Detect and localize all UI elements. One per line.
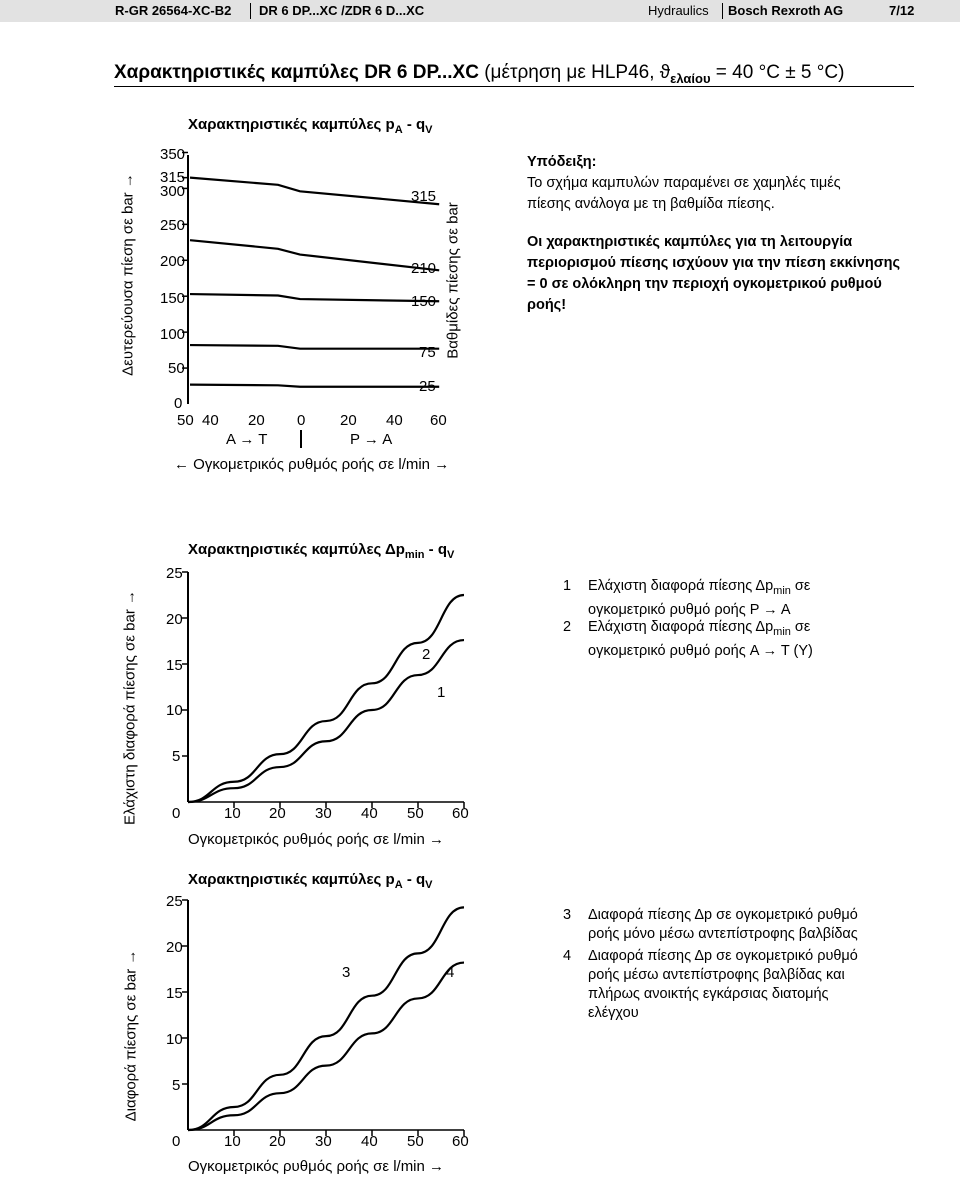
chart1-curve-label: 210 <box>411 260 437 277</box>
chart2-ytick: 5 <box>172 748 181 765</box>
note-line: πίεσης ανάλογα με τη βαθμίδα πίεσης. <box>527 196 775 212</box>
chart3-ytick: 15 <box>166 985 183 1002</box>
chart1-ytick: 100 <box>160 326 186 343</box>
legend-text <box>588 947 898 1023</box>
chart3-title-mid: - q <box>402 871 426 888</box>
chart1-xtick: 60 <box>430 412 447 429</box>
legend-line: πλήρως ανοικτής εγκάρσιας διατομής <box>588 986 829 1002</box>
chart1-ytick: 315 <box>160 169 186 186</box>
chart1-ytick: 0 <box>174 395 183 412</box>
legend-text-b: σε <box>790 619 811 635</box>
legend-line: ελέγχου <box>588 1005 639 1021</box>
chart3-x-axis-label: Ογκομετρικός ρυθμός ροής σε l/min → <box>188 1158 445 1175</box>
chart3-xtick: 50 <box>407 1133 424 1150</box>
chart1-title-sub2: V <box>425 124 433 136</box>
chart2-ytick: 25 <box>166 565 183 582</box>
note-bold-line: περιορισμού πίεσης ισχύουν για την πίεση εκκίνησης <box>527 255 901 271</box>
legend-text <box>588 906 898 944</box>
chart1-xtick: 50 <box>177 412 194 429</box>
legend-number: 4 <box>563 948 572 964</box>
chart3-ytick: 0 <box>172 1133 181 1150</box>
chart2-title-sub1: min <box>404 549 425 561</box>
chart2-xtick: 60 <box>452 805 469 822</box>
doc-code: R-GR 26564-XC-B2 <box>115 3 232 18</box>
chart3-xtick: 40 <box>361 1133 378 1150</box>
chart1-title-mid: - q <box>402 116 426 133</box>
chart1-y-axis-label: Δευτερεύουσα πίεση σε bar → <box>119 173 137 376</box>
chart1-ytick: 150 <box>160 290 186 307</box>
chart1-right-axis-label: Βαθμίδες πίεσης σε bar <box>444 202 462 359</box>
chart2-xtick: 40 <box>361 805 378 822</box>
chart1-title-sub1: A <box>394 124 403 136</box>
chart3-ytick: 10 <box>166 1031 183 1048</box>
legend-line: ροής μέσω αντεπίστροφης βαλβίδας και <box>588 967 845 983</box>
legend-number: 2 <box>563 619 572 635</box>
legend-text-b: σε <box>790 578 811 594</box>
chart2-curve-label: 2 <box>422 646 431 663</box>
chart3-title-sub2: V <box>425 879 433 891</box>
chart1-xtick: 0 <box>297 412 306 429</box>
chart3-ytick: 25 <box>166 893 183 910</box>
chart2-xtick: 20 <box>269 805 286 822</box>
chart3-curve-3 <box>188 907 464 1130</box>
chart1-xtick: 40 <box>202 412 219 429</box>
chart3-y-axis-label: Διαφορά πίεσης σε bar → <box>122 949 140 1122</box>
title-end: = 40 °C ± 5 °C) <box>710 62 845 83</box>
chart2-ytick: 0 <box>172 805 181 822</box>
chart2-xtick: 10 <box>224 805 241 822</box>
chart1-ytick: 200 <box>160 253 186 270</box>
legend-number: 3 <box>563 907 572 923</box>
chart2-x-axis-label: Ογκομετρικός ρυθμός ροής σε l/min → <box>188 831 445 848</box>
legend-item <box>563 906 903 946</box>
chart1-xtick: 20 <box>248 412 265 429</box>
chart1-curve-label: 25 <box>419 378 436 395</box>
chart1-title-text: Χαρακτηριστικές καμπύλες p <box>188 116 395 133</box>
chart3-xtick: 10 <box>224 1133 241 1150</box>
chart2-ytick: 15 <box>166 657 183 674</box>
chart1-direction-left: A → T <box>226 431 268 448</box>
chart3-xtick: 20 <box>269 1133 286 1150</box>
chart1-ytick: 350 <box>160 146 186 163</box>
brand-name: Bosch Rexroth AG <box>728 3 844 18</box>
chart3-curve-label: 4 <box>446 964 455 981</box>
note-bold-line: Οι χαρακτηριστικές καμπύλες για τη λειτουργία <box>527 234 853 250</box>
chart3-curve-4 <box>188 963 464 1130</box>
chart1-curve-label: 75 <box>419 344 436 361</box>
title-bold: Χαρακτηριστικές καμπύλες DR 6 DP...XC <box>114 62 479 83</box>
chart3-ytick: 5 <box>172 1077 181 1094</box>
chart2-title-mid: - q <box>424 541 447 558</box>
chart1-curve-label: 150 <box>411 293 437 310</box>
legend-text-a: Ελάχιστη διαφορά πίεσης Δp <box>588 619 774 635</box>
legend-text-c: ογκομετρικό ρυθμό ροής A → T (Y) <box>588 642 813 659</box>
note-line: Το σχήμα καμπυλών παραμένει σε χαμηλές τιμές <box>527 175 841 191</box>
chart3-curve-label: 3 <box>342 964 351 981</box>
chart1-ytick: 50 <box>168 360 185 377</box>
section-label: Hydraulics <box>648 3 709 18</box>
chart3-xtick: 60 <box>452 1133 469 1150</box>
note-heading: Υπόδειξη: <box>527 154 597 170</box>
legend-line: Διαφορά πίεσης Δp σε ογκομετρικό ρυθμό <box>588 907 858 923</box>
legend-number: 1 <box>563 578 572 594</box>
chart2-title-sub2: V <box>446 549 455 561</box>
chart1-direction-right: P → A <box>350 431 393 448</box>
chart1-curve-label: 315 <box>411 188 437 205</box>
legend-text-c: ογκομετρικό ρυθμό ροής P → A <box>588 601 791 618</box>
chart2-title-text: Χαρακτηριστικές καμπύλες Δp <box>188 541 405 558</box>
chart2-y-axis-label: Ελάχιστη διαφορά πίεσης σε bar → <box>121 590 139 825</box>
chart1-ytick: 250 <box>160 217 186 234</box>
note-bold-line: = 0 σε ολόκληρη την περιοχή ογκομετρικού ρυθμού <box>527 276 882 292</box>
chart1-ytick: 300 <box>160 183 186 200</box>
legend-sub: min <box>773 584 791 597</box>
note-bold-line: ροής! <box>527 297 567 313</box>
title-subscript: ελαίου <box>670 70 711 86</box>
chart2-ytick: 10 <box>166 702 183 719</box>
product-name: DR 6 DP...XC /ZDR 6 D...XC <box>259 3 425 18</box>
chart2-xtick: 50 <box>407 805 424 822</box>
legend-line: ροής μόνο μέσω αντεπίστροφης βαλβίδας <box>588 926 858 942</box>
chart3-xtick: 30 <box>315 1133 332 1150</box>
chart1-xtick: 40 <box>386 412 403 429</box>
legend-line: Διαφορά πίεσης Δp σε ογκομετρικό ρυθμό <box>588 948 858 964</box>
chart1-xtick: 20 <box>340 412 357 429</box>
chart3-title-sub1: A <box>394 879 403 891</box>
page-number: 7/12 <box>889 3 915 18</box>
title-rest: (μέτρηση με HLP46, ϑ <box>478 62 671 83</box>
legend-text-a: Ελάχιστη διαφορά πίεσης Δp <box>588 578 774 594</box>
chart1-x-axis-label: ← Ογκομετρικός ρυθμός ροής σε l/min → <box>174 456 450 473</box>
chart2-ytick: 20 <box>166 611 183 628</box>
legend-sub: min <box>773 625 791 638</box>
chart2-xtick: 30 <box>315 805 332 822</box>
chart3-title-text: Χαρακτηριστικές καμπύλες p <box>188 871 395 888</box>
legend-item <box>563 947 903 1027</box>
chart2-curve-label: 1 <box>437 684 446 701</box>
chart3-ytick: 20 <box>166 939 183 956</box>
